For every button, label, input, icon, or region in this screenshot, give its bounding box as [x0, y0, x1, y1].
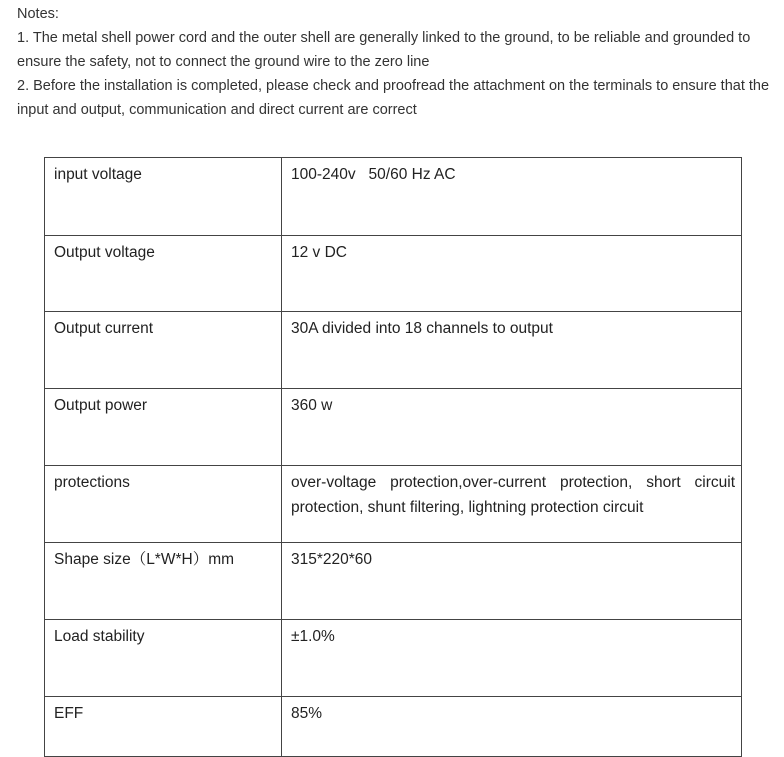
- spec-table: [44, 157, 742, 757]
- spec-value: 100-240v 50/60 Hz AC: [282, 158, 742, 236]
- spec-value: 30A divided into 18 channels to output: [282, 312, 742, 389]
- spec-value: 85%: [282, 697, 742, 757]
- table-row: [45, 236, 742, 312]
- spec-label: protections: [45, 466, 282, 543]
- notes-section: [17, 2, 779, 122]
- spec-label: input voltage: [45, 158, 282, 236]
- spec-label: Output voltage: [45, 236, 282, 312]
- spec-value: 360 w: [282, 389, 742, 466]
- spec-label: Output power: [45, 389, 282, 466]
- spec-label: Shape size（L*W*H）mm: [45, 543, 282, 620]
- table-row: [45, 697, 742, 757]
- table-row: [45, 543, 742, 620]
- note-item-2: 2. Before the installation is completed, please check and proofread the attachment on the terminals to ensure that the input and output, communication and direct current are correct: [17, 78, 770, 118]
- spec-value: ±1.0%: [282, 620, 742, 697]
- spec-value: 12 v DC: [282, 236, 742, 312]
- table-row: [45, 312, 742, 389]
- table-row: [45, 620, 742, 697]
- notes-heading: Notes:: [17, 6, 59, 22]
- table-row: [45, 466, 742, 543]
- spec-label: EFF: [45, 697, 282, 757]
- table-row: [45, 389, 742, 466]
- spec-label: Load stability: [45, 620, 282, 697]
- spec-value: 315*220*60: [282, 543, 742, 620]
- spec-value: over-voltage protection,over-current protection, short circuit protection, shunt filtering, lightning protection circuit: [282, 466, 742, 543]
- note-item-1: 1. The metal shell power cord and the outer shell are generally linked to the ground, to be reliable and grounded to ensure the safety, not to connect the ground wire to the zero line: [17, 30, 751, 70]
- table-row: [45, 158, 742, 236]
- spec-label: Output current: [45, 312, 282, 389]
